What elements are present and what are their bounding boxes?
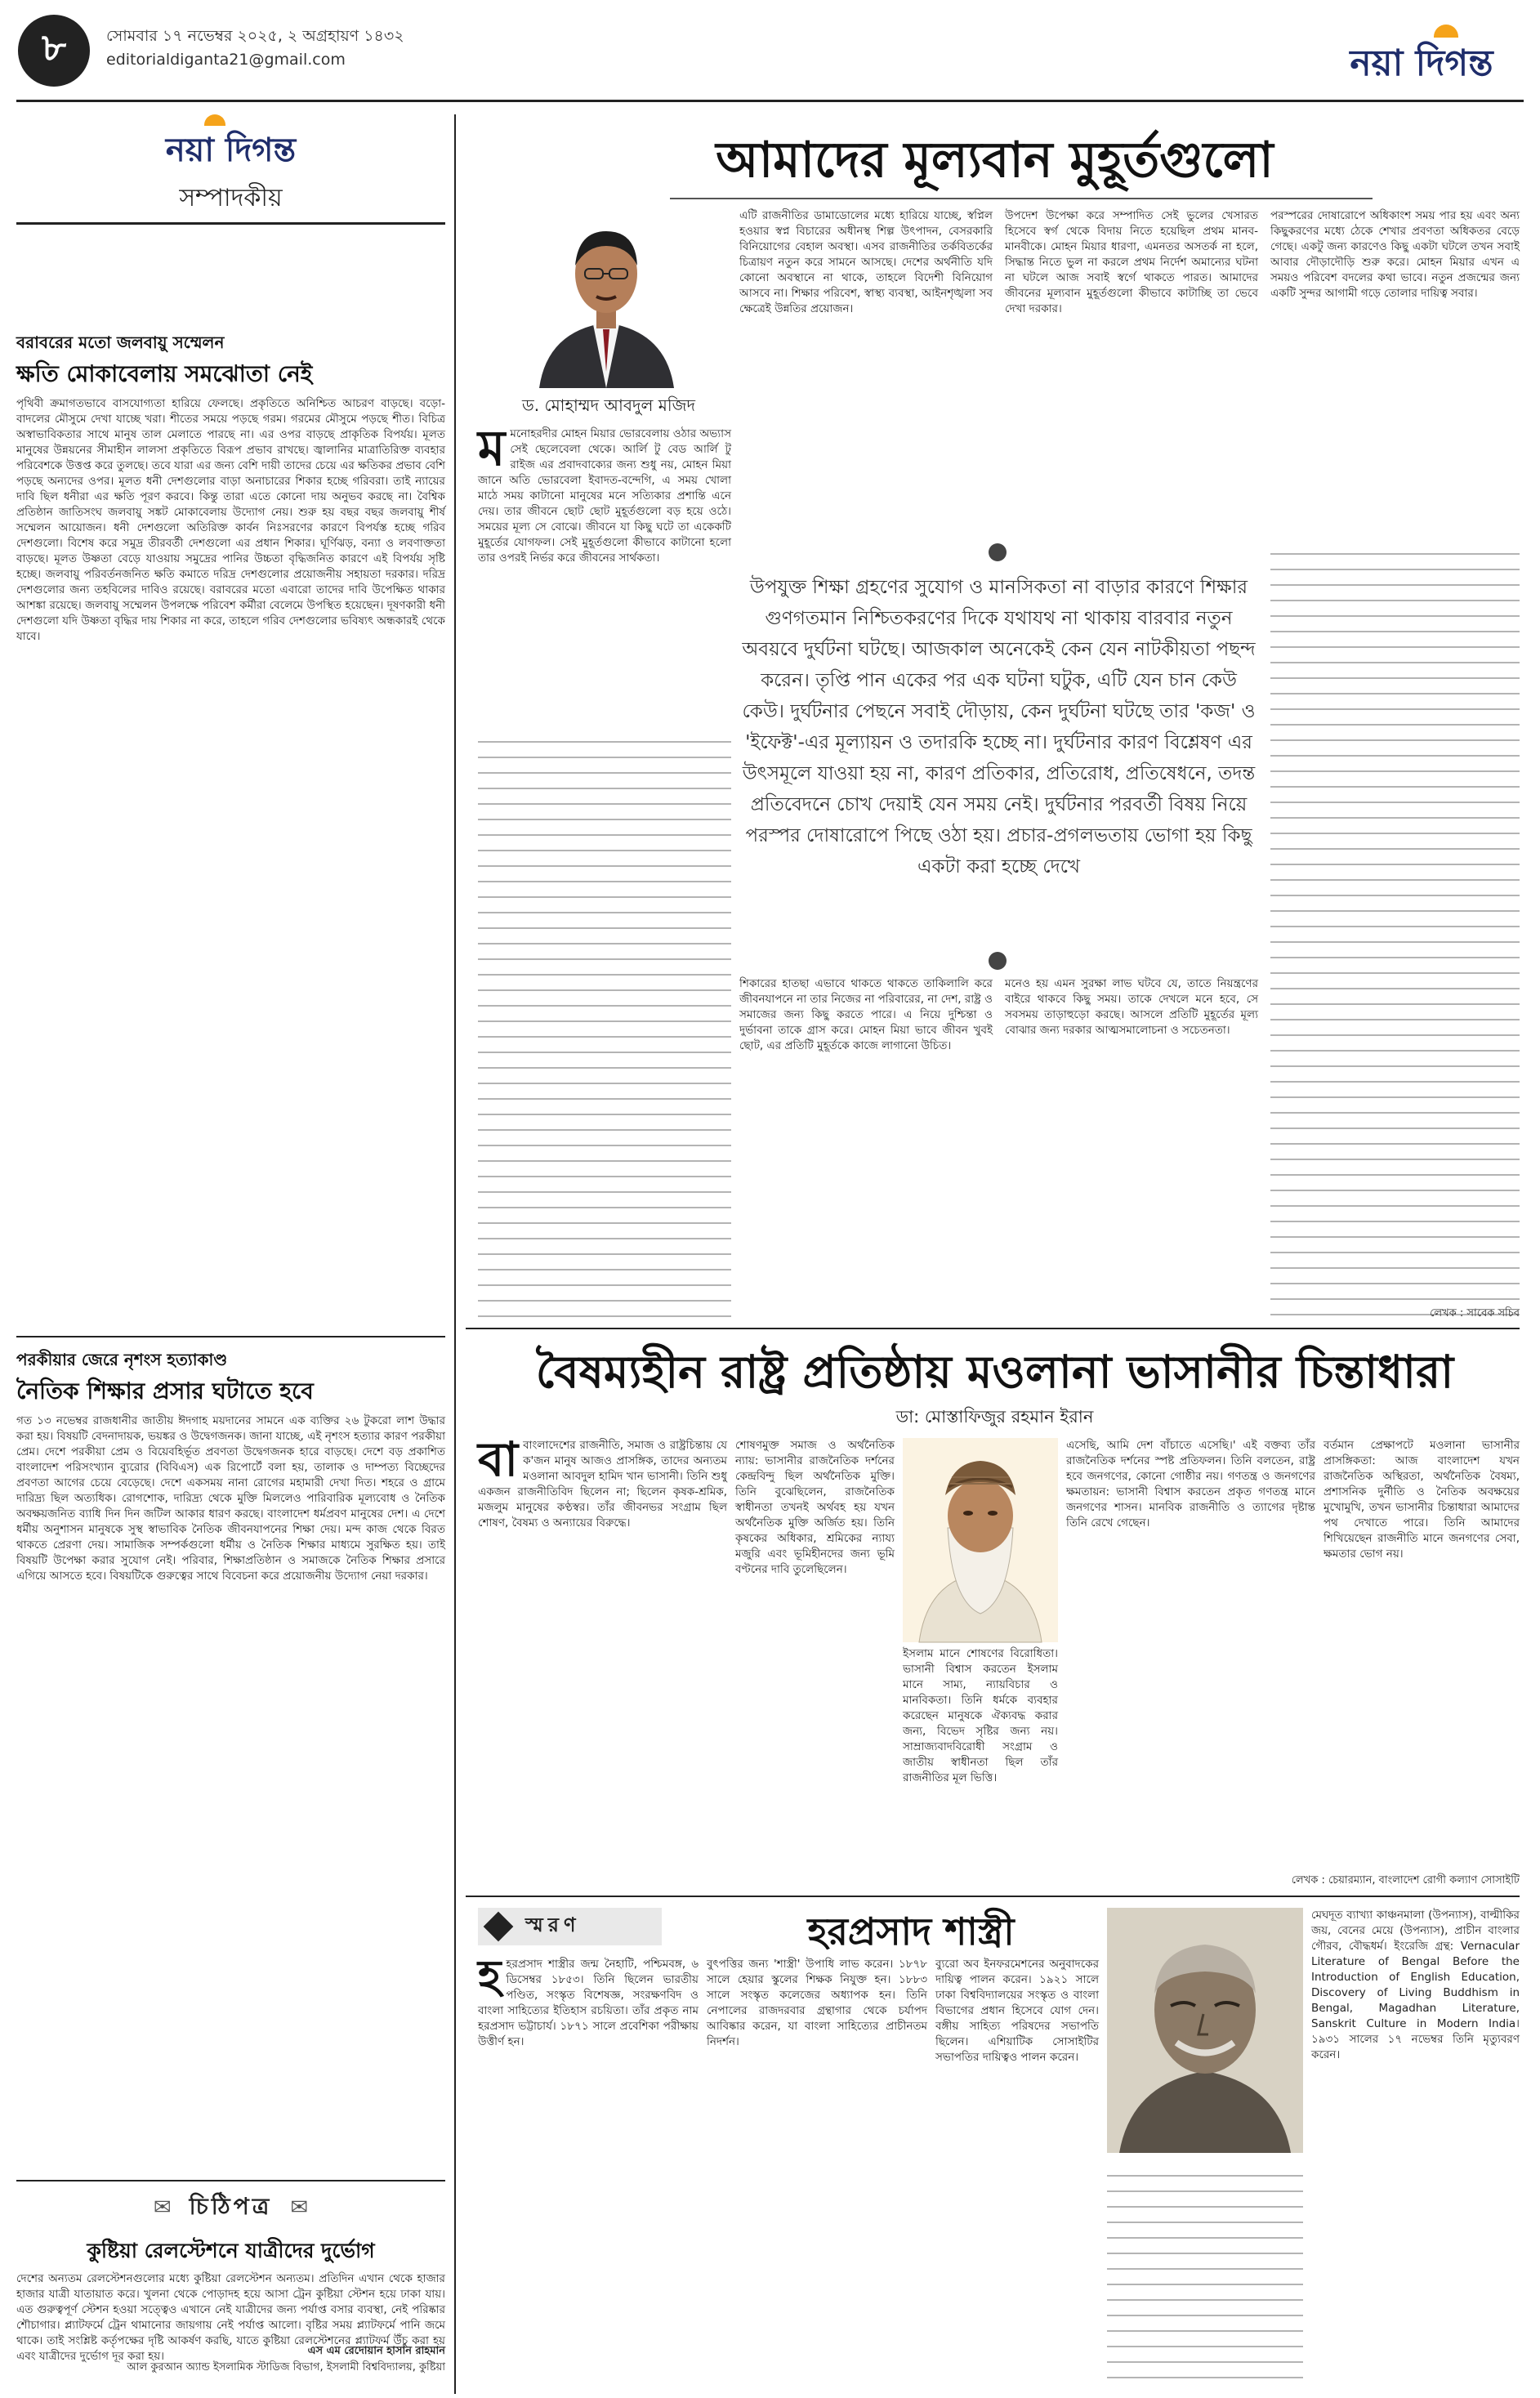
bhasani-body-col2: শোষণমুক্ত সমাজ ও অর্থনৈতিক ন্যায়: ভাসানীর রাজনৈতিক দর্শনের কেন্দ্রবিন্দু ছিল অর্থনৈতিক মুক্তি। তিনি বুঝেছিলেন, রাজনৈতিক স্বাধীনতা তখনই অর্থবহ হয় যখন অর্থনৈতিক মুক্তি অর্জিত হয়। তিনি কৃষকের অধিকার, শ্রমিকের ন্যায্য মজুরি এবং ভূমিহীনদের জন্য ভূমি বণ্টনের দাবি তুলেছিলেন।: [735, 1439, 895, 1576]
feature-body-col1: [478, 420, 731, 721]
pull-quote: উপযুক্ত শিক্ষা গ্রহণের সুযোগ ও মানসিকতা না বাড়ার কারণে শিক্ষার গুণগতমান নিশ্চিতকরণের দিকে যথাযথ না থাকায় বারবার নতুন অবয়বে দুর্ঘটনা ঘটছে। আজকাল অনেকেই কেন যেন নাটকীয়তা পছন্দ করেন। তৃপ্তি পান একের পর এক ঘটনা ঘটুক, এটি যেন চান কেউ কেউ। দুর্ঘটনার পেছনে সবাই দৌড়ায়, কেন দুর্ঘটনা ঘটছে তার 'কজ' ও 'ইফেক্ট'-এর মূল্যায়ন ও তদারকি হচ্ছে না। দুর্ঘটনার কারণ বিশ্লেষণ এর উৎসমূলে যাওয়া হয় না, কারণ প্রতিকার, প্রতিরোধ, প্রতিষেধনে, তদন্ত প্রতিবেদনে চোখ দেয়াই যেন সময় নেই। দুর্ঘটনার পরবর্তী বিষয় নিয়ে পরস্পর দোষারোপে পিছে ওঠা হয়। প্রচার-প্রগলভতায় ভোগা হয় কিছু একটা করা হচ্ছে দেখে: [742, 577, 1256, 877]
page-number: ৮: [18, 15, 90, 87]
bhasani-portrait-icon: [903, 1438, 1058, 1642]
haraprasad-portrait-icon: [1107, 1908, 1303, 2153]
author-photo: [531, 208, 682, 388]
drop-cap: বা: [478, 1431, 519, 1487]
editorial-brand: [16, 114, 445, 172]
bhasani-body-1: বাংলাদেশের রাজনীতি, সমাজ ও রাষ্ট্রচিন্তায় যে ক'জন মানুষ আজও প্রাসঙ্গিক, তাদের অন্যতম মওলানা আবদুল হামিদ খান ভাসানী। তিনি শুধু একজন রাজনীতিবিদ ছিলেন না; ছিলেন কৃষক-শ্রমিক, মজলুম মানুষের কণ্ঠস্বর। তাঁর জীবনভর সংগ্রাম ছিল শোষণ, বৈষম্য ও অন্যায়ের বিরুদ্ধে।: [478, 1439, 727, 1529]
letter-body: দেশের অন্যতম রেলস্টেশনগুলোর মধ্যে কুষ্টিয়া রেলস্টেশন অন্যতম। প্রতিদিন এখান থেকে হাজার হাজার যাত্রী যাতায়াত করে। খুলনা থেকে পোড়াদহ হয়ে আসা ট্রেন কুষ্টিয়া স্টেশন হয়ে ঢাকা যায়। এত গুরুত্বপূর্ণ স্টেশন হওয়া সত্ত্বেও এখানে নেই যাত্রীদের জন্য পর্যাপ্ত বসার ব্যবস্থা, নেই পরিষ্কার শৌচাগার। প্ল্যাটফর্মে ট্রেন থামানোর জায়গায় নেই পর্যাপ্ত আলো। বৃষ্টির সময় প্ল্যাটফর্মে পানি জমে থাকে। তাই সংশ্লিষ্ট কর্তৃপক্ষের দৃষ্টি আকর্ষণ করছি, যাতে কুষ্টিয়া রেলস্টেশনের প্ল্যাটফর্ম উঁচু করা হয় এবং যাত্রীদের দুর্ভোগ দূর করা হয়।: [16, 2272, 445, 2363]
memorial-body-col4: মেঘদূত ব্যাখ্যা কাঞ্চনমালা (উপন্যাস), বাল্মীকির জয়, বেনের মেয়ে (উপন্যাস), প্রাচীন বাংলার গৌরব, বৌদ্ধধর্ম। ইংরেজি গ্রন্থ: Vernacular Literature of Bengal Before the Introduction of English Education, Discovery of Living Buddhism in Bengal, Magadhan Literature, Sanskrit Culture in Modern India। ১৯৩১ সালের ১৭ নভেম্বর তিনি মৃত্যুবরণ করেন।: [1311, 1909, 1520, 2061]
lead-headline: ক্ষতি মোকাবেলায় সমঝোতা নেই: [16, 360, 313, 387]
bhasani-byline: ডা: মোস্তাফিজুর রহমান ইরান: [895, 1407, 1094, 1427]
feature-body-col3: উপদেশ উপেক্ষা করে সম্পাদিত সেই ভুলের খেসারত হিসেবে স্বর্গ থেকে বিদায় নিতে হয়েছিল প্রথম মানব-মানবীকে। মোহন মিয়ার ধারণা, এমনতর অসতর্ক না হলে, সিদ্ধান্ত নিতে ভুল না করলে প্রথম নির্দেশ অমান্যের ঘটনা না ঘটলে আজ সবাই স্বর্গে থাকতে পারত। আমাদের জীবনের মূল্যবান মুহূর্তগুলো কীভাবে কাটাচ্ছি তা ভেবে দেখা দরকার।: [1005, 209, 1258, 315]
bhasani-headline: বৈষম্যহীন রাষ্ট্র প্রতিষ্ঠায় মওলানা ভাসানীর চিন্তাধারা: [535, 1345, 1454, 1398]
haraprasad-photo: [1107, 1908, 1303, 2153]
section-rule: [466, 1896, 1520, 1897]
brand-logo-header: [1319, 25, 1524, 82]
divider: [16, 1336, 445, 1337]
bullet-icon: [989, 952, 1007, 970]
memorial-body-1: হরপ্রসাদ শাস্ত্রীর জন্ম নৈহাটি, পশ্চিমবঙ্গ, ৬ ডিসেম্বর ১৮৫৩। তিনি ছিলেন ভারতীয় পণ্ডিত, সংস্কৃত বিশেষজ্ঞ, সংরক্ষণবিদ ও বাংলা সাহিত্যের ইতিহাস রচয়িতা। তাঁর প্রকৃত নাম হরপ্রসাদ ভট্টাচার্য। ১৮৭১ সালে প্রবেশিকা পরীক্ষায় উত্তীর্ণ হন।: [478, 1958, 699, 2048]
second-body: গত ১৩ নভেম্বর রাজধানীর জাতীয় ঈদগাহ ময়দানের সামনে এক ব্যক্তির ২৬ টুকরো লাশ উদ্ধার করা হয়। বিষয়টি বেদনাদায়ক, ভয়ঙ্কর ও উদ্বেগজনক। জানা যাচ্ছে, এই নৃশংস হত্যার কারণ পরকীয়া প্রেম। দেশে পরকীয়া প্রেম ও বিয়েবহির্ভূত প্রবণতা উদ্বেগজনক হারে বাড়ছে। দেশে বড় প্রকাশিত বাংলাদেশ পরিসংখ্যান ব্যুরোর (বিবিএস) এক রিপোর্টে বলা হয়, তালাক ও দাম্পত্য বিচ্ছেদের প্রবণতা আগের চেয়ে বেড়েছে। দেশে একসময় নানা রোগের মহামারী দেখা দিত। শহরে ও গ্রামে দারিদ্র্য ছিল অত্যধিক। রোগশোক, দারিদ্র্য থেকে মুক্তি মিললেও পারিবারিক মূল্যবোধ ও নৈতিক অবক্ষয়জনিত ব্যাধি দিন দিন জটিল আকার ধারণ করছে। বাংলাদেশ ধর্মপ্রবণ মানুষের দেশ। এ দেশে ধর্মীয় অনুশাসন মানুষকে সুস্থ স্বাভাবিক নৈতিক জীবনযাপনের শিক্ষা দেয়। মন্দ কাজ থেকে বিরত থাকতে প্রেরণা দেয়। সামাজিক সম্পর্কগুলো ধর্মীয় ও নৈতিক শিক্ষার মাধ্যমে সুরক্ষিত হয়। তাই বিষয়টি উপেক্ষা করার সুযোগ নেই। পরিবার, শিক্ষাপ্রতিষ্ঠান ও সমাজকে নৈতিক শিক্ষার প্রসারে এগিয়ে আসতে হবে। বিষয়টিকে গুরুত্বের সাথে বিবেচনা করে প্রয়োজনীয় উদ্যোগ নেয়া দরকার।: [16, 1414, 445, 1583]
memorial-body-col2: বুৎপত্তির জন্য 'শাস্ত্রী' উপাধি লাভ করেন। ১৮৭৮ সালে হেয়ার স্কুলের শিক্ষক নিযুক্ত হন। ১৮৮৩ সালে সংস্কৃত কলেজের অধ্যাপক হন। তিনি নেপালের রাজদরবার গ্রন্থাগার থেকে চর্যাপদ আবিষ্কার করেন, যা বাংলা সাহিত্যের প্রাচীনতম নিদর্শন।: [707, 1958, 927, 2048]
letters-banner: [82, 2190, 380, 2226]
feature-body-col4b: [1270, 539, 1520, 1299]
bhasani-body-col5: বর্তমান প্রেক্ষাপটে মওলানা ভাসানীর প্রাসঙ্গিকতা: আজ বাংলাদেশ যখন রাজনৈতিক অস্থিরতা, অর্থনৈতিক বৈষম্য, প্রশাসনিক দুর্নীতি ও নৈতিক অবক্ষয়ের মুখোমুখি, তখন ভাসানীর চিন্তাধারা আমাদের পথ দেখাতে পারে। তিনি আমাদের শিখিয়েছেন রাজনীতি মানে জনগণের সেবা, ক্ষমতার ভোগ নয়।: [1324, 1439, 1520, 1561]
date-line: সোমবার ১৭ নভেম্বর ২০২৫, ২ অগ্রহায়ণ ১৪৩২: [106, 27, 404, 45]
bhasani-body-col4: এসেছি, আমি দেশ বাঁচাতে এসেছি।' এই বক্তব্য তাঁর রাজনৈতিক দর্শনের স্পষ্ট প্রতিফলন। তিনি বলতেন, রাষ্ট্র হবে জনগণের, কোনো গোষ্ঠীর নয়। গণতন্ত্র ও জনগণের ক্ষমতায়ন: ভাসানী বিশ্বাস করতেন প্রকৃত গণতন্ত্র মানে জনগণের শাসন। মানবিক রাজনীতি ও ত্যাগের দৃষ্টান্ত তিনি রেখে গেছেন।: [1066, 1439, 1315, 1529]
letter-affiliation: আল কুরআন অ্যান্ড ইসলামিক স্টাডিজ বিভাগ, ইসলামী বিশ্ববিদ্যালয়, কুষ্টিয়া: [127, 2361, 445, 2373]
memorial-body-col3: ব্যুরো অব ইনফরমেশনের অনুবাদকের দায়িত্ব পালন করেন। ১৯২১ সালে ঢাকা বিশ্ববিদ্যালয়ের সংস্কৃত ও বাংলা বিভাগের প্রধান হিসেবে যোগ দেন। বঙ্গীয় সাহিত্য পরিষদের সভাপতি ছিলেন। এশিয়াটিক সোসাইটির সভাপতির দায়িত্বও পালন করেন।: [935, 1958, 1099, 2064]
feature-headline: আমাদের মূল্যবান মুহূর্তগুলো: [716, 132, 1274, 189]
feature-body-1: মনোহরদীর মোহন মিয়ার ভোরবেলায় ওঠার অভ্যাস সেই ছেলেবেলা থেকে। আর্লি টু বেড আর্লি টু রাইজ এর প্রবাদবাক্যের জন্য শুধু নয়, মোহন মিয়া জানে অতি ভোরবেলা ইবাদত-বন্দেগি, এ সময় খোলা মাঠে সময় কাটানো মানুষের মনে সত্যিকার প্রশান্তি এনে দেয়। তার জীবনে ছোট ছোট মুহূর্তগুলো বড় হয়ে ওঠে। সময়ের মূল্য সে বোঝে। জীবনে যা কিছু ঘটে তা একেকটি মুহূর্তের যোগফল। সেই মুহূর্তগুলো কীভাবে কাটানো হলো তার ওপরই নির্ভর করে জীবনের সার্থকতা।: [478, 427, 731, 565]
envelope-icon: ✉: [290, 2195, 309, 2220]
bhasani-body-col3: ইসলাম মানে শোষণের বিরোধিতা। ভাসানী বিশ্বাস করতেন ইসলাম মানে সাম্য, ন্যায়বিচার ও মানবিকতা। তিনি ধর্মকে ব্যবহার করেছেন মানুষকে ঐক্যবদ্ধ করার জন্য, বিভেদ সৃষ্টির জন্য নয়। সাম্রাজ্যবাদবিরোধী সংগ্রাম ও জাতীয় স্বাধীনতা ছিল তাঁর রাজনীতির মূল ভিত্তি।: [903, 1647, 1058, 1784]
bhasani-photo: [903, 1438, 1058, 1642]
feature-body-col4: পরস্পরের দোষারোপে অধিকাংশ সময় পার হয় এবং অন্য কিছুকরণের মধ্যে ঠেকে শেখার প্রবণতা অধিকতর বেড়ে গেছে। একটু জন্য কারণেও কিছু একটা ঘটলে তখন সবাই আবার দৌড়াদৌড়ি শুরু করে। মোহন মিয়ার এখন এ সময়ও পরিবেশ বদলের কথা ভাবে। নতুন প্রজন্মের জন্য একটি সুন্দর আগামী গড়ে তোলার দায়িত্ব সবার।: [1270, 209, 1520, 300]
second-kicker: পরকীয়ার জেরে নৃশংস হত্যাকাণ্ড: [16, 1350, 228, 1369]
author-caption: ড. মোহাম্মদ আবদুল মজিদ: [522, 395, 695, 415]
drop-cap: ম: [478, 420, 506, 477]
memorial-headline: হরপ্রসাদ শাস্ত্রী: [807, 1909, 1015, 1954]
letters-label: চিঠিপত্র: [189, 2192, 273, 2220]
feature-body-col3b: মনেও হয় এমন সুরক্ষা লাভ ঘটবে যে, তাতে নিয়ন্ত্রণের বাইরে থাকবে কিছু সময়। তাকে দেখলে মনে হবে, সে সবসময় তাড়াহুড়ো করছে। আসলে প্রতিটি মুহূর্তের মূল্য বোঝার জন্য দরকার আত্মসমালোচনা ও সচেতনতা।: [1005, 977, 1258, 1037]
editorial-brand-name: নয়া দিগন্ত: [165, 131, 297, 169]
lead-body: পৃথিবী ক্রমাগতভাবে বাসযোগ্যতা হারিয়ে ফেলছে। প্রকৃতিতে অনিশ্চিত আচরণ বাড়ছে। বড়ো-বাদলের মৌসুমে দেখা যাচ্ছে খরা। শীতের সময়ে পড়ছে গরম। গরমের মৌসুমে পড়ছে শীত। বিচিত্র অস্বাভাবিকতার সাথে মানুষ তাল মেলাতে পারছে না। এর ওপর বাড়ছে প্রাকৃতিক বিপর্যয়। মূলত মানুষের উন্নয়নের সীমাহীন লালসা প্রকৃতিতে বিরূপ প্রভাব রাখছে। জ্বালানির মাত্রাতিরিক্ত ব্যবহার পরিবেশকে উত্তপ্ত করে তুলছে। তবে যারা এর জন্য বেশি দায়ী তাদের চেয়ে এর ক্ষতিকর প্রভাব বেশি পড়ছে অন্যদের ওপর। মূলত ধনী দেশগুলোর বাড়া অনাচারের শিকার হচ্ছে গরিবরা। তাই ন্যায়ের দাবি ছিল ধনীরা এর ক্ষতি পূরণ করবে। কিন্তু তারা এতে কোনো দায় অনুভব করছে না। বৈশ্বিক প্রতিষ্ঠান জাতিসংঘ জলবায়ু সঙ্কট মোকাবেলায় উদ্যোগ নেয়। শুরু হয় বছর বছর জলবায়ু শীর্ষ সম্মেলন আয়োজন। ধনী দেশগুলো অতিরিক্ত কার্বন নিঃসরণের কারণে বিপর্যস্ত হচ্ছে গরিব দেশগুলো। বিশেষ করে সমুদ্র তীরবর্তী দেশগুলো এর প্রধান শিকার। ঘূর্ণিঝড়, বন্যা ও লবণাক্ততা বাড়ছে। মূলত উষ্ণতা বেড়ে যাওয়ায় সমুদ্রের পানির উচ্চতা বৃদ্ধিজনিত কারণে এই বিপর্যয় সৃষ্টি হচ্ছে। জলবায়ু পরিবর্তনজনিত ক্ষতি কমাতে দরিদ্র দেশগুলোর প্রয়োজনীয় সহায়তা দরকার। দরিদ্র দেশগুলোর জন্য তহবিলের দাবিও রয়েছে। বরাবরের মতো এবারো তাদের দাবি উপেক্ষিত থাকার আশঙ্কা রয়েছে। জলবায়ু সম্মেলন উপলক্ষে পরিবেশ কর্মীরা বেলেমে উপস্থিত হয়েছেন। দূষণকারী ধনী দেশগুলো যদি উষ্ণতা বৃদ্ধির দায় শিকার না করে, তাহলে গরিব দেশগুলোর ভবিষ্যৎ অন্ধকারই থেকে যাবে।: [16, 397, 445, 643]
bhasani-body-col1: [478, 1431, 727, 1887]
text-lines: [478, 741, 731, 1313]
author-portrait-icon: [531, 208, 682, 388]
drop-cap: হ: [478, 1950, 502, 2002]
feature-body-col2b: শিকারের হাতছা এভাবে থাকতে থাকতে তাকিলালি করে জীবনযাপনে না তার নিজের না পরিবারের, না দেশ, রাষ্ট্র ও সমাজের জন্য কিছু করতে পারে। এ নিয়ে দুশ্চিন্তা ও দুর্ভাবনা তাকে গ্রাস করে। মোহন মিয়া ভাবে জীবন খুবই ছোট, এর প্রতিটি মুহূর্তকে কাজে লাগানো উচিত।: [739, 977, 993, 1052]
column-rule: [454, 114, 456, 2394]
diamond-icon: [484, 1912, 514, 1942]
editorial-column: [16, 114, 445, 2394]
brand-name: নয়া দিগন্ত: [1350, 42, 1493, 84]
feature-body-col2: এটি রাজনীতির ডামাডোলের মধ্যে হারিয়ে যাচ্ছে, স্বপ্নিল হওয়ার স্বপ্ন বিচারের অধীনস্থ শিল্প উৎপাদন, বেসরকারি বিনিয়োগের বেহাল অবস্থা। এসব রাজনীতির তর্কবিতর্কের চিত্রায়ণ নতুন করে সামনে আসছে। দেশের অর্থনীতি যদি কোনো অবস্থানে না থাকে, তাহলে বিদেশী বিনিয়োগ আসবে না। শিক্ষার পরিবেশ, স্বাস্থ্য ব্যবস্থা, আইনশৃঙ্খলা সব ক্ষেত্রেই উন্নতির প্রয়োজন।: [739, 209, 993, 315]
envelope-icon: ✉: [153, 2195, 172, 2220]
letter-author: এস এম রেদোয়ান হাসান রাহমান: [307, 2345, 445, 2357]
feature-body-col1b: [478, 727, 731, 1299]
section-rule: [16, 222, 445, 225]
section-title: সম্পাদকীয়: [179, 184, 283, 212]
email-link[interactable]: editorialdiganta21@gmail.com: [106, 51, 346, 69]
lead-kicker: বরাবরের মতো জলবায়ু সম্মেলন: [16, 333, 225, 352]
feature-signature: লেখক : সাবেক সচিব: [1430, 1307, 1520, 1320]
second-headline: নৈতিক শিক্ষার প্রসার ঘটাতে হবে: [16, 1378, 314, 1404]
memorial-body-col1: [478, 1950, 699, 2390]
bullet-icon: [989, 543, 1007, 561]
divider: [16, 2180, 445, 2181]
memorial-label: স্মরণ: [525, 1913, 581, 1936]
headline-underline: [670, 198, 1373, 199]
memorial-body-col3b: [1107, 2161, 1303, 2390]
header-rule: [16, 100, 1524, 102]
bhasani-signature: লেখক : চেয়ারম্যান, বাংলাদেশ রোগী কল্যাণ সোসাইটি: [1291, 1874, 1520, 1887]
memorial-label-box: [478, 1908, 662, 1945]
section-rule: [466, 1328, 1520, 1329]
letter-headline: কুষ্টিয়া রেলস্টেশনে যাত্রীদের দুর্ভোগ: [87, 2239, 375, 2262]
